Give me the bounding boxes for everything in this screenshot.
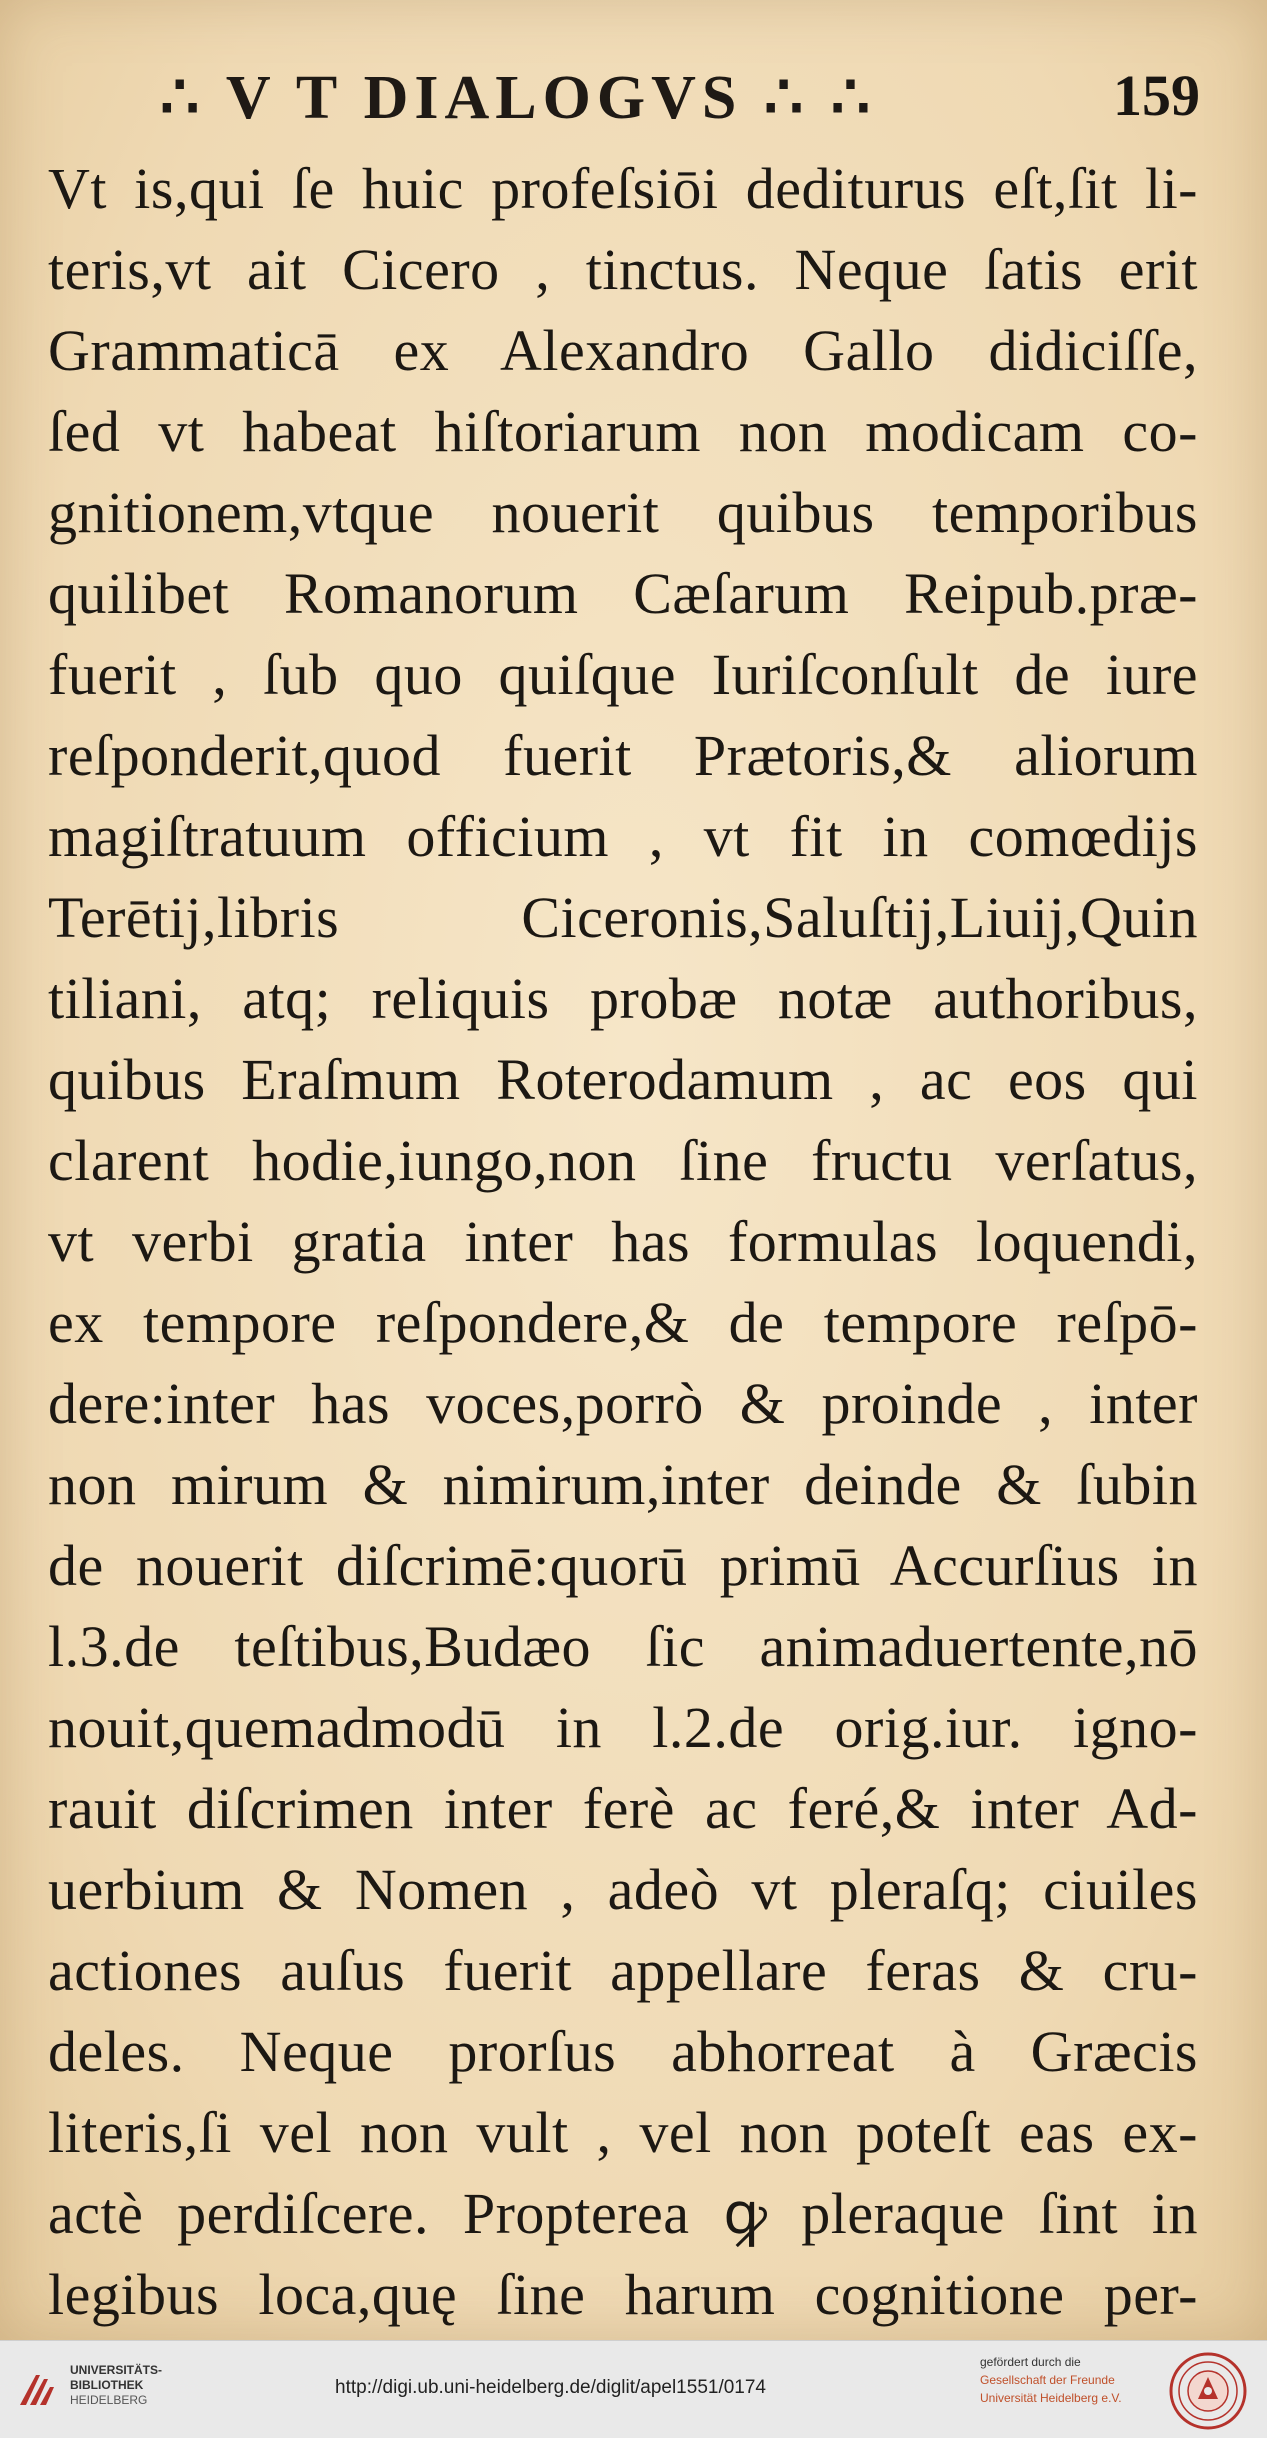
- text-line: magiſtratuum officium , vt fit in comœdijs: [48, 804, 1198, 869]
- page-number: 159: [1113, 63, 1200, 128]
- text-line: actiones auſus fuerit appellare feras & cru-: [48, 1938, 1198, 2003]
- text-line: teris,vt ait Cicero , tinctus. Neque ſatis erit: [48, 237, 1198, 302]
- page-header: [140, 60, 1200, 140]
- library-name[interactable]: [70, 2363, 162, 2408]
- text-line: vt verbi gratia inter has formulas loquendi,: [48, 1209, 1198, 1274]
- sponsor-name-line-1: Gesellschaft der Freunde: [980, 2373, 1115, 2387]
- text-line: fuerit , ſub quo quiſque Iuriſconſult de iure: [48, 642, 1198, 707]
- text-line: ſed vt habeat hiſtoriarum non modicam co-: [48, 399, 1198, 464]
- library-logo-icon[interactable]: [14, 2367, 60, 2413]
- sponsor-heading: gefördert durch die: [980, 2355, 1081, 2369]
- sponsor-credit[interactable]: [980, 2353, 1122, 2407]
- text-line: quibus Eraſmum Roterodamum , ac eos qui: [48, 1047, 1198, 1112]
- library-name-line-3: HEIDELBERG: [70, 2393, 148, 2407]
- source-url[interactable]: http://digi.ub.uni-heidelberg.de/diglit/apel1551/0174: [335, 2377, 766, 2398]
- text-line: tiliani, atq; reliquis probæ notæ authoribus,: [48, 966, 1198, 1031]
- text-line: ex tempore reſpondere,& de tempore reſpō-: [48, 1290, 1198, 1355]
- university-seal-icon[interactable]: [1168, 2351, 1248, 2431]
- sponsor-name-line-2: Universität Heidelberg e.V.: [980, 2391, 1122, 2405]
- text-line: reſponderit,quod fuerit Prætoris,& aliorum: [48, 723, 1198, 788]
- text-line: de nouerit diſcrimē:quorū primū Accurſius in: [48, 1533, 1198, 1598]
- library-name-line-1: UNIVERSITÄTS-: [70, 2363, 163, 2377]
- text-line: nouit,quemadmodū in l.2.de orig.iur. igno-: [48, 1695, 1198, 1760]
- text-block: [48, 148, 1198, 2416]
- text-line: Terētij,libris Ciceronis,Saluſtij,Liuij,Quin: [48, 885, 1198, 950]
- text-line: legibus loca,quę ſine harum cognitione per-: [48, 2262, 1198, 2327]
- library-name-line-2: BIBLIOTHEK: [70, 2378, 144, 2392]
- text-line: Grammaticā ex Alexandro Gallo didiciſſe,: [48, 318, 1198, 383]
- text-line: l.3.de teſtibus,Budæo ſic animaduertente,nō: [48, 1614, 1198, 1679]
- text-line: Vt is,qui ſe huic profeſsiōi dediturus eſt,ſit li-: [48, 156, 1198, 221]
- text-line: quilibet Romanorum Cæſarum Reipub.præ-: [48, 561, 1198, 626]
- text-line: non mirum & nimirum,inter deinde & ſubin: [48, 1452, 1198, 1517]
- text-line: clarent hodie,iungo,non ſine fructu verſatus,: [48, 1128, 1198, 1193]
- text-line: literis,ſi vel non vult , vel non poteſt eas ex-: [48, 2100, 1198, 2165]
- running-head: ∴ V T DIALOGVS ∴ ∴: [160, 64, 877, 132]
- footer-bar: [0, 2340, 1267, 2438]
- text-line: actè perdiſcere. Propterea ꝙ pleraque ſint in: [48, 2181, 1198, 2246]
- text-line: uerbium & Nomen , adeò vt pleraſq; ciuiles: [48, 1857, 1198, 1922]
- text-line: rauit diſcrimen inter ferè ac feré,& inter Ad-: [48, 1776, 1198, 1841]
- text-line: dere:inter has voces,porrò & proinde , inter: [48, 1371, 1198, 1436]
- text-line: deles. Neque prorſus abhorreat à Græcis: [48, 2019, 1198, 2084]
- text-line: gnitionem,vtque nouerit quibus temporibus: [48, 480, 1198, 545]
